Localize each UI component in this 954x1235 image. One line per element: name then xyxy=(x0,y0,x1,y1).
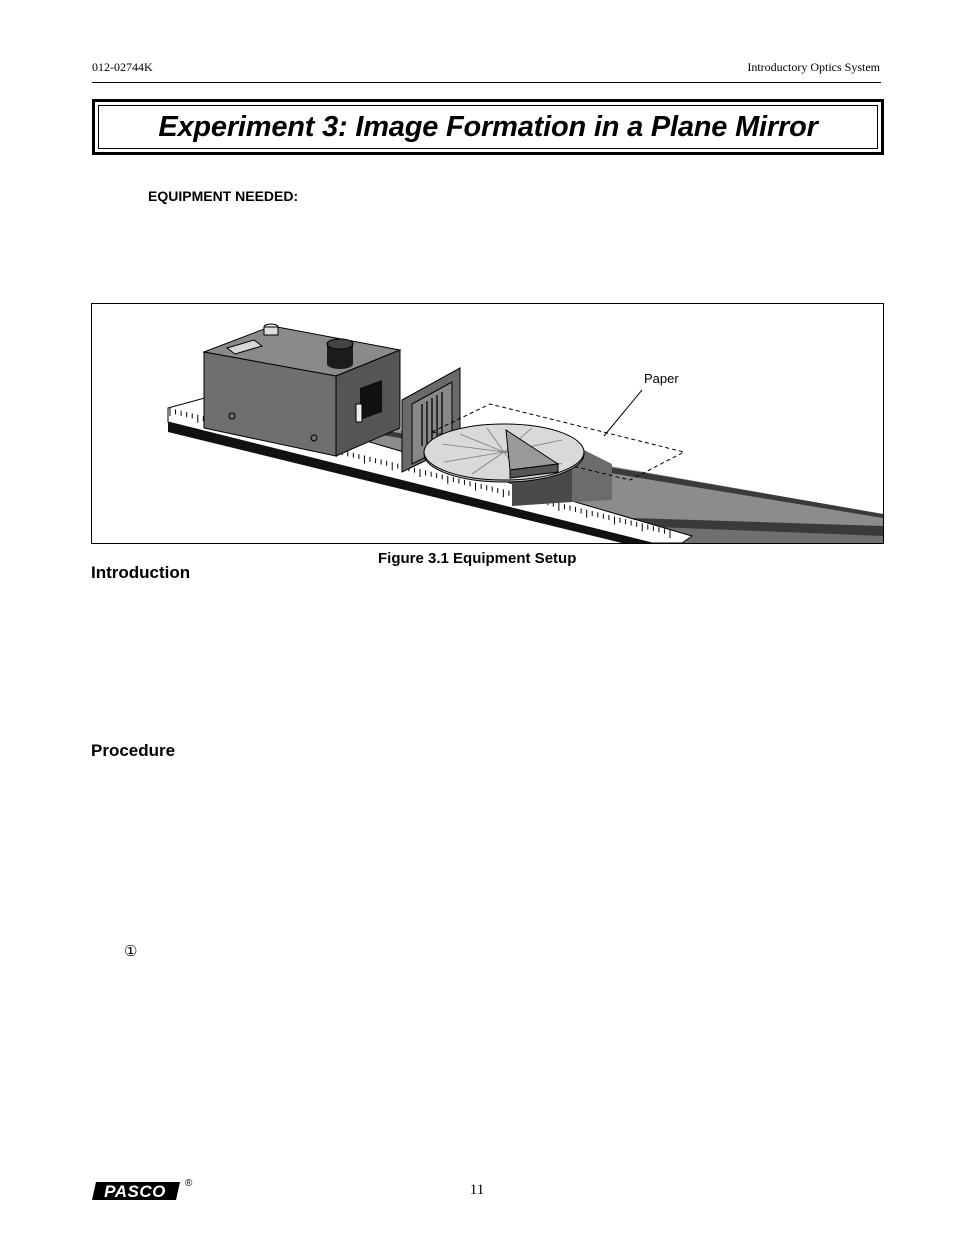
page-number: 11 xyxy=(469,1182,485,1198)
registered-mark: ® xyxy=(185,1178,193,1189)
equipment-setup-illustration xyxy=(92,304,883,543)
header-rule xyxy=(92,82,881,83)
equipment-needed-label: EQUIPMENT NEEDED: xyxy=(148,188,299,204)
svg-text:PASCO: PASCO xyxy=(104,1182,166,1201)
introduction-heading: Introduction xyxy=(91,563,191,582)
equipment-setup-figure xyxy=(91,303,884,544)
procedure-heading: Procedure xyxy=(91,741,176,760)
document-code: 012-02744K xyxy=(92,60,153,74)
step-marker: ① xyxy=(124,944,138,960)
document-title-header: Introductory Optics System xyxy=(747,60,880,74)
page-title: Experiment 3: Image Formation in a Plane Mirror xyxy=(158,110,818,143)
paper-label: Paper xyxy=(644,371,679,386)
title-box xyxy=(92,99,884,155)
figure-caption: Figure 3.1 Equipment Setup xyxy=(378,550,577,567)
